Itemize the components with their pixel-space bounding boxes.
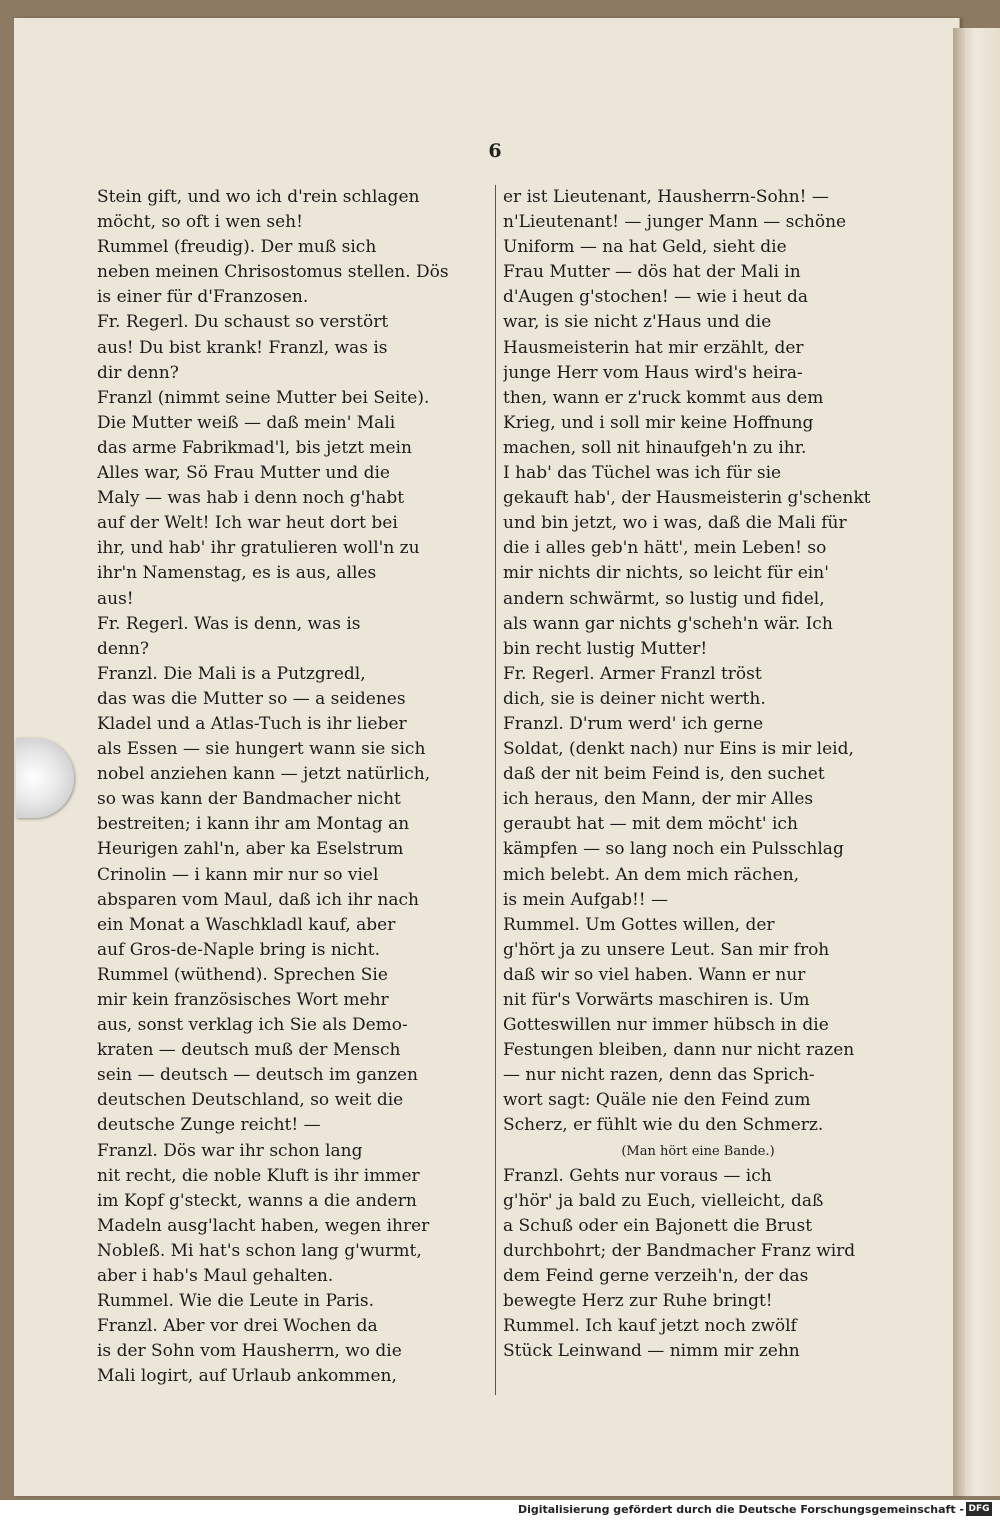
text-line: bestreiten; i kann ihr am Montag an	[97, 814, 410, 835]
text-line: im Kopf g'steckt, wanns a die andern	[97, 1190, 417, 1211]
page-number: 6	[488, 140, 502, 162]
text-line: Krieg, und i soll mir keine Hoffnung	[503, 412, 814, 433]
text-line: Franzl (nimmt seine Mutter bei Seite).	[97, 387, 430, 408]
text-line: daß der nit beim Feind is, den suchet	[503, 764, 825, 785]
text-line: Rummel. Wie die Leute in Paris.	[97, 1291, 375, 1312]
text-line: aus!	[97, 588, 134, 609]
text-line: Rummel (wüthend). Sprechen Sie	[97, 964, 388, 985]
text-line: möcht, so oft i wen seh!	[97, 212, 303, 233]
text-line: Gotteswillen nur immer hübsch in die	[503, 1015, 829, 1036]
text-line: das was die Mutter so — a seidenes	[97, 688, 406, 709]
left-text-column	[97, 185, 487, 1390]
text-line: d'Augen g'stochen! — wie i heut da	[503, 287, 809, 308]
text-line: und bin jetzt, wo i was, daß die Mali für	[503, 513, 847, 534]
text-line: denn?	[97, 638, 149, 659]
text-line: auf Gros-de-Naple bring is nicht.	[97, 939, 381, 960]
text-line: gekauft hab', der Hausmeisterin g'schenkt	[503, 488, 871, 509]
text-line: neben meinen Chrisostomus stellen. Dös	[97, 262, 449, 283]
text-line: n'Lieutenant! — junger Mann — schöne	[503, 212, 847, 233]
text-line: mir nichts dir nichts, so leicht für ein'	[503, 563, 829, 584]
text-line: then, wann er z'ruck kommt aus dem	[503, 387, 824, 408]
text-line: bewegte Herz zur Ruhe bringt!	[503, 1291, 773, 1312]
text-line: aber i hab's Maul gehalten.	[97, 1266, 334, 1287]
next-page-edge	[960, 28, 1000, 1496]
text-line: sein — deutsch — deutsch im ganzen	[97, 1065, 418, 1086]
text-line: dich, sie is deiner nicht werth.	[503, 688, 766, 709]
text-line: Stein gift, und wo ich d'rein schlagen	[97, 187, 420, 207]
text-line: Mali logirt, auf Urlaub ankommen,	[97, 1366, 397, 1387]
text-line: Maly — was hab i denn noch g'habt	[97, 488, 405, 509]
text-line: Fr. Regerl. Du schaust so verstört	[97, 312, 389, 333]
text-line: kämpfen — so lang noch ein Pulsschlag	[503, 839, 844, 860]
text-line: andern schwärmt, so lustig und fidel,	[503, 588, 825, 609]
text-line: Franzl. D'rum werd' ich gerne	[503, 713, 764, 734]
text-line: nit für's Vorwärts maschiren is. Um	[503, 990, 810, 1010]
text-line: is mein Aufgab!! —	[503, 889, 669, 910]
dfg-logo: DFG	[966, 1502, 992, 1516]
text-line: Hausmeisterin hat mir erzählt, der	[503, 337, 804, 358]
text-line: is der Sohn vom Hausherrn, wo die	[97, 1341, 402, 1362]
text-line: Kladel und a Atlas-Tuch is ihr lieber	[97, 713, 407, 734]
text-line: geraubt hat — mit dem möcht' ich	[503, 814, 798, 835]
text-line: wort sagt: Quäle nie den Feind zum	[503, 1090, 811, 1111]
text-line: deutsche Zunge reicht! —	[97, 1115, 321, 1136]
text-line: junge Herr vom Haus wird's heira-	[503, 362, 803, 383]
text-line: Fr. Regerl. Was is denn, was is	[97, 613, 361, 634]
text-line: bin recht lustig Mutter!	[503, 638, 708, 659]
text-line: Franzl. Gehts nur voraus — ich	[503, 1165, 772, 1186]
text-line: war, is sie nicht z'Haus und die	[503, 312, 772, 333]
text-line: Frau Mutter — dös hat der Mali in	[503, 262, 801, 283]
right-text-column	[503, 185, 893, 1364]
text-line: Madeln ausg'lacht haben, wegen ihrer	[97, 1215, 430, 1236]
text-line: Fr. Regerl. Armer Franzl tröst	[503, 663, 762, 684]
text-line: ein Monat a Waschkladl kauf, aber	[97, 914, 396, 935]
text-line: g'hört ja zu unsere Leut. San mir froh	[503, 939, 830, 960]
text-line: Heurigen zahl'n, aber ka Eselstrum	[97, 839, 404, 860]
text-line: auf der Welt! Ich war heut dort bei	[97, 513, 398, 534]
text-line: ihr'n Namenstag, es is aus, alles	[97, 563, 377, 584]
text-line: die i alles geb'n hätt', mein Leben! so	[503, 538, 827, 559]
text-line: aus! Du bist krank! Franzl, was is	[97, 337, 388, 358]
text-line: Franzl. Aber vor drei Wochen da	[97, 1316, 378, 1337]
text-line: machen, soll nit hinaufgeh'n zu ihr.	[503, 437, 807, 458]
text-line: mir kein französisches Wort mehr	[97, 990, 389, 1010]
text-line: dem Feind gerne verzeih'n, der das	[503, 1266, 809, 1287]
text-line: kraten — deutsch muß der Mensch	[97, 1040, 401, 1061]
text-line: durchbohrt; der Bandmacher Franz wird	[503, 1240, 856, 1261]
text-line: daß wir so viel haben. Wann er nur	[503, 964, 806, 985]
text-line: nobel anziehen kann — jetzt natürlich,	[97, 764, 431, 785]
text-line: Soldat, (denkt nach) nur Eins is mir leid,	[503, 739, 854, 760]
text-line: so was kann der Bandmacher nicht	[97, 789, 401, 810]
text-line: is einer für d'Franzosen.	[97, 287, 309, 308]
text-line: Rummel (freudig). Der muß sich	[97, 237, 377, 258]
text-line: Franzl. Die Mali is a Putzgredl,	[97, 663, 366, 684]
text-line: Scherz, er fühlt wie du den Schmerz.	[503, 1115, 824, 1136]
text-line: Uniform — na hat Geld, sieht die	[503, 237, 787, 258]
column-divider	[495, 185, 496, 1395]
text-line: absparen vom Maul, daß ich ihr nach	[97, 889, 419, 910]
text-line: deutschen Deutschland, so weit die	[97, 1090, 404, 1111]
text-line: Rummel. Ich kauf jetzt noch zwölf	[503, 1316, 797, 1337]
text-line: I hab' das Tüchel was ich für sie	[503, 463, 782, 484]
text-line: ich heraus, den Mann, der mir Alles	[503, 789, 814, 810]
text-line: mich belebt. An dem mich rächen,	[503, 864, 800, 885]
text-line: als Essen — sie hungert wann sie sich	[97, 739, 426, 760]
text-line: als wann gar nichts g'scheh'n wär. Ich	[503, 613, 833, 634]
text-line: a Schuß oder ein Bajonett die Brust	[503, 1215, 813, 1236]
text-line: dir denn?	[97, 362, 179, 383]
text-line: er ist Lieutenant, Hausherrn-Sohn! —	[503, 187, 829, 207]
text-line: Nobleß. Mi hat's schon lang g'wurmt,	[97, 1240, 422, 1261]
text-line: Franzl. Dös war ihr schon lang	[97, 1140, 363, 1161]
text-line: g'hör' ja bald zu Euch, vielleicht, daß	[503, 1190, 824, 1211]
text-line: Rummel. Um Gottes willen, der	[503, 914, 775, 935]
text-line: — nur nicht razen, denn das Sprich-	[503, 1065, 815, 1086]
text-line: Die Mutter weiß — daß mein' Mali	[97, 412, 396, 433]
text-line: Crinolin — i kann mir nur so viel	[97, 864, 379, 885]
text-line: nit recht, die noble Kluft is ihr immer	[97, 1165, 420, 1186]
text-line: aus, sonst verklag ich Sie als Demo-	[97, 1015, 408, 1036]
text-line: Festungen bleiben, dann nur nicht razen	[503, 1040, 855, 1061]
text-line: Alles war, Sö Frau Mutter und die	[97, 463, 390, 484]
text-line: Stück Leinwand — nimm mir zehn	[503, 1341, 800, 1362]
text-line: das arme Fabrikmad'l, bis jetzt mein	[97, 437, 412, 458]
text-line: ihr, und hab' ihr gratulieren woll'n zu	[97, 538, 420, 559]
digitization-credit: Digitalisierung gefördert durch die Deutsche Forschungsgemeinschaft -	[517, 1503, 964, 1516]
page-gutter-shadow	[953, 28, 963, 1496]
text-line: (Man hört eine Bande.)	[621, 1143, 775, 1159]
